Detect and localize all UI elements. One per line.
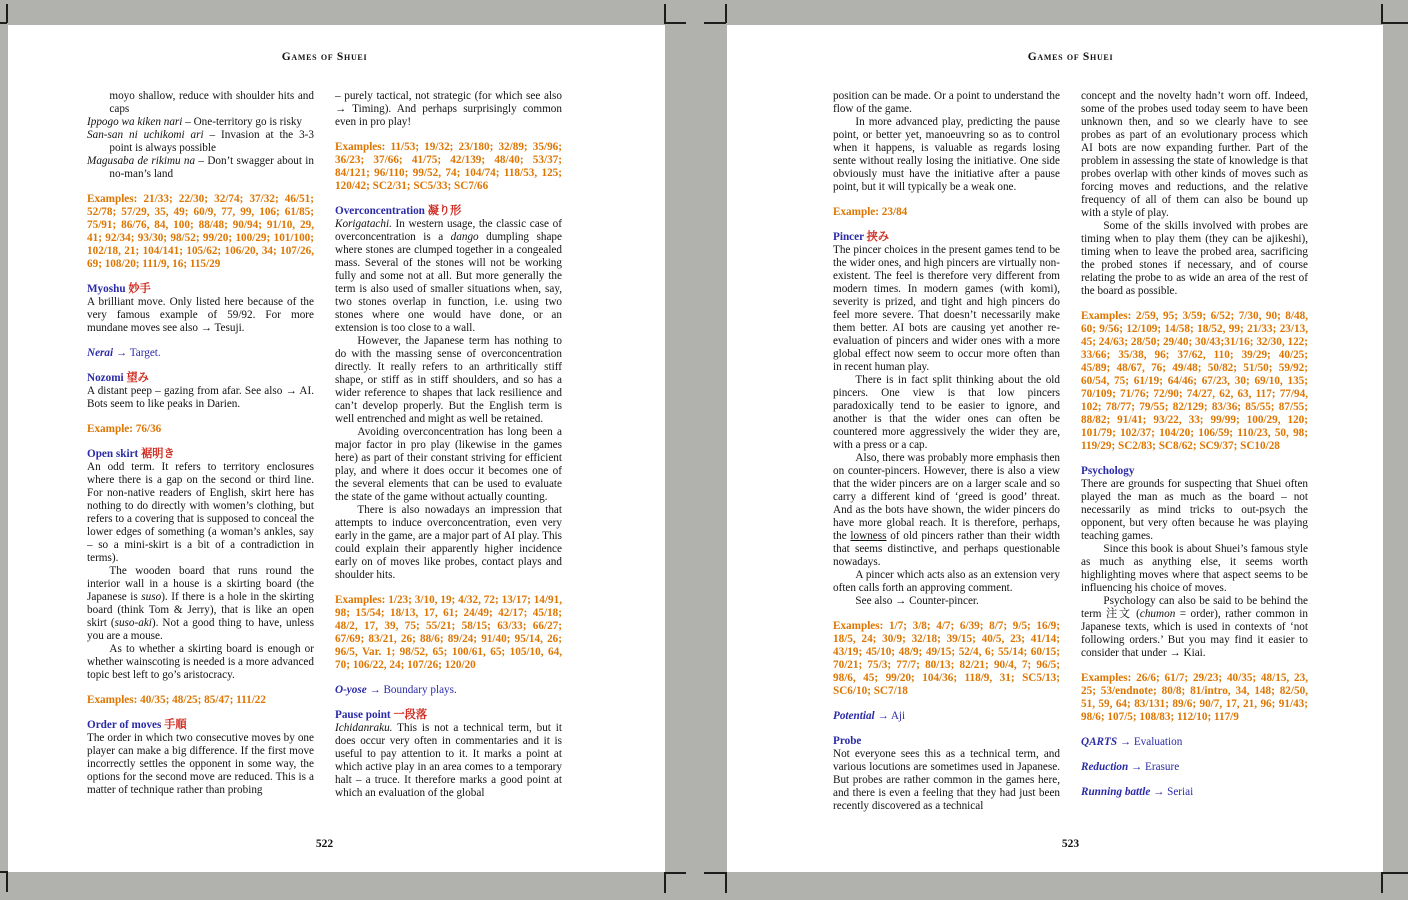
proverb-list — [87, 90, 314, 181]
entry-term: Pincer — [833, 231, 864, 243]
page-number: 522 — [315, 838, 334, 850]
entry-heading — [833, 231, 1060, 244]
proverb-item: moyo shallow, reduce with shoulder hits and caps — [109, 90, 314, 115]
continued-text — [335, 90, 562, 129]
crop-mark — [0, 871, 7, 873]
crop-mark — [664, 4, 666, 23]
text-column-1 — [87, 90, 314, 830]
cross-reference: Reduction → Erasure — [1081, 761, 1180, 773]
glossary-entry — [833, 231, 1060, 608]
paragraph: There are grounds for suspecting that Shuei often played the man as much as the board – not necessarily as mind tricks to out-psych the opponent, but very often because he was playing teaching games. — [1081, 478, 1308, 542]
entry-kanji: 挟み — [866, 231, 890, 243]
entry-heading — [1081, 465, 1308, 478]
paragraph: The wooden board that runs round the interior wall in a house is a skirting board (the Japanese is suso). If there is a hole in the skirting board (think Tom & Jerry), that is like an open skirt (suso-aki). Not a good thing to have, unless you are a mouse. — [87, 565, 314, 642]
proverb-item: Magusaba de rikimu na – Don’t swagger about in no-man’s land — [87, 155, 314, 180]
xref-term: Running battle — [1081, 786, 1151, 798]
entry-kanji: 望み — [126, 372, 149, 384]
italic-text: suso-aki — [114, 617, 152, 629]
entry-term: Psychology — [1081, 465, 1135, 477]
paragraph: concept and the novelty hadn’t worn off. Indeed, some of the probes used today seem to have been unknown then, and so we clearly have to see probes as part of an evolutionary process which AI bots are now expanding further. Part of the problem in assessing the state of knowledge is that probes overlap with other kinds of moves such as forcing moves and reductions, and the relative frequency of all of them can also be bound up with a style of play. — [1081, 90, 1308, 219]
crop-mark — [704, 22, 726, 24]
glossary-entry — [87, 283, 314, 335]
paragraph: A pincer which acts also as an extension very often calls forth an approving comment. — [833, 569, 1060, 594]
italic-text: Ippogo wa kiken nari — [87, 116, 183, 128]
crop-mark — [1381, 4, 1383, 23]
cross-reference: Running battle → Seriai — [1081, 786, 1194, 798]
xref-target: Erasure — [1145, 761, 1180, 773]
xref-term: QARTS — [1081, 736, 1118, 748]
xref-term: Reduction — [1081, 761, 1129, 773]
italic-text: dango — [450, 231, 479, 243]
entry-kanji: 一段落 — [393, 709, 428, 721]
entry-term: Pause point — [335, 709, 391, 721]
xref-target: Seriai — [1167, 786, 1194, 798]
cross-reference: Potential → Aji — [833, 710, 906, 722]
underlined-text: lowness — [850, 530, 887, 542]
entry-kanji: 裾明き — [141, 448, 175, 460]
paragraph: The order in which two consecutive moves by one player can make a big difference. If the first move incorrectly settles the opponent in some way, the options for the second move are reduced. This is a matter of technique rather than probing — [87, 732, 314, 796]
examples-list: Examples: 21/33; 22/30; 32/74; 37/32; 46/51; 52/78; 57/29, 35, 49; 60/9, 77, 99, 106; 61/85; 75/91; 86/76, 84, 100; 88/48; 90/94; 91/10, 29, 41; 92/34; 93/30; 98/52; 99/20; 100/29; 101/100; 102/18, 21; 104/141; 105/62; 106/20, 34; 107/26, 69; 108/20; 111/9, 16; 115/29 — [87, 193, 314, 270]
entry-term: Order of moves — [87, 719, 162, 731]
paragraph: Since this book is about Shuei’s famous style as much as anything else, it seems worth highlighting moves where that aspect seems to be influencing his choice of moves. — [1081, 543, 1308, 594]
paragraph: – purely tactical, not strategic (for which see also → Timing). And perhaps surprisingly common even in pro play! — [335, 90, 562, 128]
crop-mark — [0, 22, 7, 24]
glossary-entry — [87, 448, 314, 682]
paragraph: There is also nowadays an impression that attempts to induce overconcentration, even very early in the game, are a major part of AI play. This could explain their apparently higher incidence early on of moves like probes, contact plays and shoulder hits. — [335, 504, 562, 581]
entry-kanji: 妙手 — [128, 283, 151, 295]
proverb-item: San-san ni uchikomi ari – Invasion at the 3-3 point is always possible — [87, 129, 314, 154]
entry-term: Nozomi — [87, 372, 124, 384]
paragraph: An odd term. It refers to territory enclosures where there is a gap on the second or third line. For non-native readers of English, skirt here has nothing to do directly with women’s clothing, but refers to a covering that is supposed to conceal the lower edges of something (a woman’s ankles, say – so a mini-skirt is a bit of a contradiction in terms). — [87, 461, 314, 564]
paragraph: Ichidanraku. This is not a technical term, but it does occur very often in commentaries and it is useful to pay attention to it. It marks a point at which active play in an area comes to a temporary halt – a truce. It therefore marks a good point at which an evaluation of the global — [335, 722, 562, 799]
glossary-entry — [335, 205, 562, 582]
paragraph: Psychology can also be said to be behind the term 注文 (chumon = order), rather common in Japanese texts, which is used in contexts of ‘not following orders.’ But you may find it easier to consider that under → Kiai. — [1081, 595, 1308, 659]
crop-mark — [1381, 22, 1408, 24]
italic-text: chumon — [1139, 608, 1176, 620]
crop-mark — [725, 4, 727, 23]
page-right — [727, 25, 1383, 872]
paragraph: There is in fact split thinking about the old pincers. One view is that low pincers paradoxically tend to be easier to ignore, and another is that the wider ones can often be countered more aggressively the wider they are, with a press or a cap. — [833, 374, 1060, 451]
xref-target: Boundary plays. — [383, 684, 457, 696]
paragraph: In more advanced play, predicting the pause point, or better yet, manoeuvring so as to control when it happens, is valuable as regards losing sente without really losing the initiative. One side obviously must have the initiative after a pause point, but it will typically be a weak one. — [833, 116, 1060, 193]
entry-term: Overconcentration — [335, 205, 425, 217]
crop-mark — [664, 872, 686, 874]
crop-mark — [6, 871, 8, 892]
page-body — [87, 90, 562, 830]
paragraph: position can be made. Or a point to understand the flow of the game. — [833, 90, 1060, 115]
paragraph: Avoiding overconcentration has long been a major factor in pro play (likewise in the games here) as part of their constant striving for efficient play, and where it does occur it becomes one of the several elements that can be used to evaluate the state of the game without actually counting. — [335, 426, 562, 503]
examples-list: Examples: 1/23; 3/10, 19; 4/32, 72; 13/17; 14/91, 98; 15/54; 18/13, 17, 61; 24/49; 42/17; 45/18; 48/2, 17, 39, 75; 55/21; 58/15; 63/33; 66/27; 67/69; 83/21, 26; 88/6; 89/24; 91/40; 95/14, 26; 96/5, Var. 1; 98/52, 65; 100/61, 65; 105/10, 64, 70; 106/22, 24; 107/26; 120/20 — [335, 594, 562, 671]
entry-heading — [87, 283, 314, 296]
examples-list: Example: 76/36 — [87, 423, 162, 435]
xref-target: Evaluation — [1133, 736, 1183, 748]
entry-kanji: 手順 — [164, 719, 187, 731]
italic-text: Korigatachi. — [335, 218, 392, 230]
entry-heading — [87, 448, 314, 461]
entry-heading — [335, 205, 562, 218]
examples-list: Examples: 2/59, 95; 3/59; 6/52; 7/30, 90; 8/48, 60; 9/56; 12/109; 14/58; 18/52, 99; 21/33; 23/13, 45; 24/63; 28/50; 29/40; 30/43;31/16; 32/30, 122; 33/66; 35/38, 96; 37/62, 110; 39/29; 40/25; 45/89; 48/67, 76; 49/48; 50/82; 51/50; 59/92; 60/54, 75; 61/19; 64/46; 67/23, 30; 69/10, 135; 70/109; 71/76; 72/90; 74/27, 62, 63, 117; 77/94, 102; 78/77; 79/55; 82/129; 83/36; 85/55; 87/55; 88/82; 91/41; 93/22, 33; 99/99; 100/29, 120; 101/79; 102/37; 104/20; 106/59; 110/23, 50, 98; 119/29; SC2/83; SC8/62; SC9/37; SC10/28 — [1081, 310, 1308, 452]
text-column-2 — [335, 90, 562, 830]
page-left — [8, 25, 665, 872]
crop-mark — [664, 22, 686, 24]
entry-heading — [833, 735, 1060, 748]
cross-reference: O-yose → Boundary plays. — [335, 684, 457, 696]
crop-mark — [6, 4, 8, 23]
entry-term: Myoshu — [87, 283, 126, 295]
page-body — [833, 90, 1308, 830]
paragraph: Korigatachi. In western usage, the classic case of overconcentration is a dango dumpling shape where stones are clumped together in a congealed mass. Several of the stones will not be working fully and some not at all. But more generally the term is also used of smaller situations when, say, two stones overlap in function, i.e. using two stones where one would have done, or an extension is too close to a wall. — [335, 218, 562, 334]
xref-term: Nerai — [87, 347, 114, 359]
text-column-1 — [833, 90, 1060, 830]
glossary-entry — [1081, 465, 1308, 660]
entry-term: Open skirt — [87, 448, 139, 460]
glossary-entry — [87, 719, 314, 797]
crop-mark — [704, 872, 726, 874]
examples-list: Examples: 26/6; 61/7; 29/23; 40/35; 48/15, 23, 25; 53/endnote; 80/8; 81/intro, 34, 148; 82/50, 51, 59, 64; 83/131; 89/6; 90/7, 17, 21, 96; 91/43; 98/6; 107/5; 108/83; 112/10; 117/9 — [1081, 672, 1308, 723]
entry-kanji: 凝り形 — [427, 205, 462, 217]
continued-text — [833, 90, 1060, 194]
entry-heading — [87, 372, 314, 385]
entry-term: Probe — [833, 735, 862, 747]
xref-term: O-yose — [335, 684, 367, 696]
cross-reference: QARTS → Evaluation — [1081, 736, 1183, 748]
xref-term: Potential — [833, 710, 875, 722]
xref-target: Target. — [129, 347, 161, 359]
italic-text: Ichidanraku. — [335, 722, 393, 734]
paragraph: See also → Counter-pincer. — [855, 595, 979, 607]
entry-heading — [87, 719, 314, 732]
italic-text: suso — [141, 591, 162, 603]
paragraph: Some of the skills involved with probes are timing when to play them (they can be ajikeshi), timing when to leave the probed area, sacrificing the probed stones if necessary, and of course relating the probe to as wide an area of the rest of the board as possible. — [1081, 220, 1308, 297]
running-header: Games of Shuei — [281, 51, 368, 63]
paragraph: As to whether a skirting board is enough or whether wainscoting is needed is a more advanced topic best left to go’s aristocracy. — [87, 643, 314, 681]
paragraph: Also, there was probably more emphasis then on counter-pincers. However, there is also a view that the wider pincers are on a larger scale and so carry a different kind of ‘greed is good’ threat. And as the bots have shown, the wider pincers do have more global reach. It is therefore, perhaps, the lowness of old pincers rather than their width that seems distinctive, and perhaps questionable nowadays. — [833, 452, 1060, 568]
entry-heading — [335, 709, 562, 722]
examples-list: Examples: 1/7; 3/8; 4/7; 6/39; 8/7; 9/5; 16/9; 18/5, 24; 30/9; 32/18; 39/15; 40/5, 23; 41/14; 43/19; 45/10; 48/9; 49/15; 52/4, 6; 55/14; 60/15; 70/21; 75/3; 77/7; 80/13; 82/21; 90/4, 7; 96/5; 98/6, 45; 99/20; 104/36; 118/9, 31; SC5/13; SC6/10; SC7/18 — [833, 620, 1060, 697]
paragraph: The pincer choices in the present games tend to be the wider ones, and high pincers are virtually non-existent. The feel is therefore very different from modern times. In modern games (with komi), severity is prized, and tight and high pincers do feel more severe. That doesn’t necessarily make them better. AI bots are causing yet another re-evaluation of pincers and wider ones with a more global effect now seem to occur more often than in recent human play. — [833, 244, 1060, 373]
paragraph: A brilliant move. Only listed here because of the very famous example of 59/92. For more mundane moves see also → Tesuji. — [87, 296, 314, 334]
examples-list: Examples: 40/35; 48/25; 85/47; 111/22 — [87, 694, 266, 706]
cross-reference: Nerai → Target. — [87, 347, 161, 359]
paragraph: However, the Japanese term has nothing to do with the massing sense of overconcentration directly. It really refers to an arthritically stiff shape, or stiff as in stiff shoulders, and so has a wider reference to shapes that lack resilience and can’t develop properly. But the English term is well entrenched and might as well be retained. — [335, 335, 562, 425]
glossary-entry — [335, 709, 562, 800]
crop-mark — [1381, 872, 1383, 893]
italic-text: Magusaba de rikimu na — [87, 155, 196, 167]
continued-text — [1081, 90, 1308, 298]
proverb-item: Ippogo wa kiken nari – One-territory go is risky — [87, 116, 303, 128]
glossary-entry — [87, 372, 314, 411]
paragraph: A distant peep – gazing from afar. See also → AI. Bots seem to like peaks in Darien. — [87, 385, 314, 410]
xref-target: Aji — [890, 710, 906, 722]
examples-list: Example: 23/84 — [833, 206, 908, 218]
crop-mark — [725, 872, 727, 893]
glossary-entry — [833, 735, 1060, 813]
crop-mark — [664, 872, 666, 893]
page-number: 523 — [1061, 838, 1080, 850]
paragraph: Not everyone sees this as a technical term, and various locutions are sometimes used in Japanese. But probes are rather common in the games here, and there is even a feeling that they had just been recently discovered as a technical — [833, 748, 1060, 812]
italic-text: San-san ni uchikomi ari — [87, 129, 204, 141]
examples-list: Examples: 11/53; 19/32; 23/180; 32/89; 35/96; 36/23; 37/66; 41/75; 42/139; 48/40; 53/37; 84/121; 96/110; 99/52, 74; 104/74; 118/53, 125; 120/42; SC2/31; SC5/33; SC7/66 — [335, 141, 562, 192]
text-column-2 — [1081, 90, 1308, 830]
running-header: Games of Shuei — [1027, 51, 1114, 63]
crop-mark — [1381, 872, 1408, 874]
